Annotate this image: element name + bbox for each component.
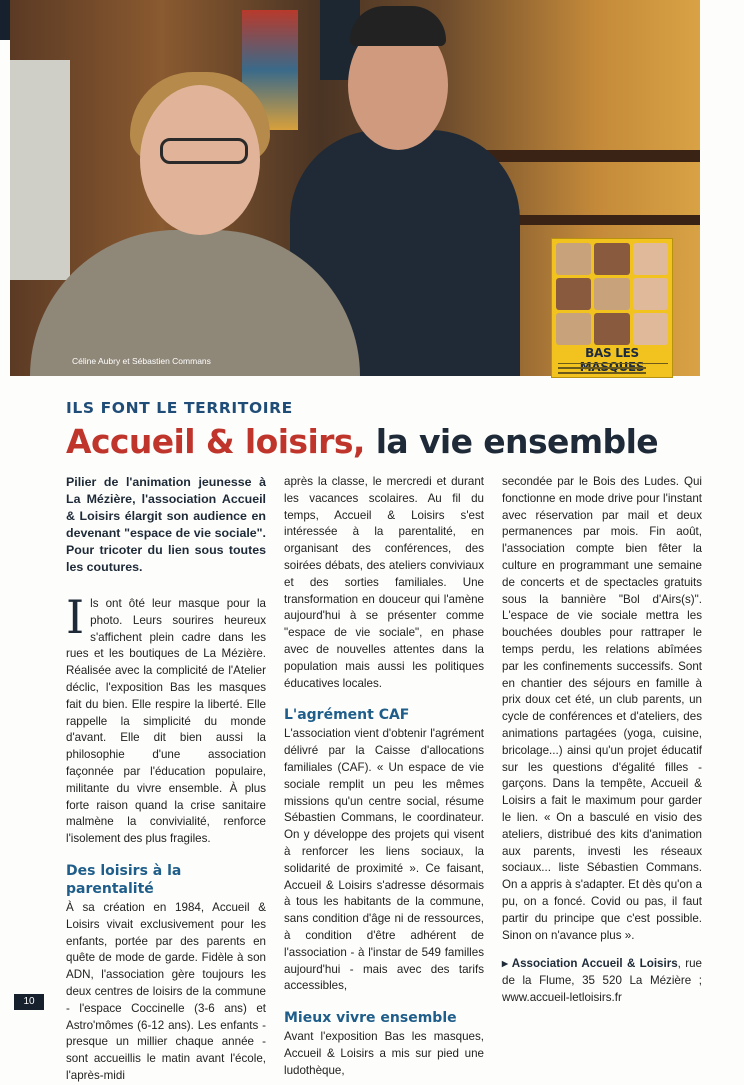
article-headline [66,422,658,461]
subheading-3: Mieux vivre ensemble [284,1010,457,1027]
paragraph-3: après la classe, le mercredi et durant les vacances scolaires. Au fil du temps, Accueil & Loisirs s'est intéressée à la parentalité, en organisant des conférences, des soirées débats, des ateliers conviviaux et des sorties familiales. Une transformation en douceur qui l'amène aujourd'hui à se présenter comme "espace de vie sociale", en phase avec de nouvelles attentes dans la population mais aussi les politiques éducatives locales. [284,475,484,690]
paragraph-6: secondée par le Bois des Ludes. Qui fonctionne en mode drive pour l'instant avec réservation par mail et deux permanences par mois. Fin août, l'association compte bien fêter la culture en programmant une semaine de concerts et de spectacles gratuits sous la bannière "Bol d'Airs(s)". L'espace de vie sociale mettra les bouchées doubles pour rattraper le temps perdu, les relations abîmées par les confinements successifs. Sont en chantier des séjours en famille à prix doux cet été, un club parents, un cycle de conférences et d'ateliers, des animations partagées (yoga, cuisine, bricolage...) ainsi qu'un projet éducatif sur les questions d'égalité filles - garçons. Dans la tempête, Accueil & Loisirs a fait le maximum pour garder le lien. « On a basculé en visio des ateliers, distribué des kits d'animation aux parents, investi les réseaux sociaux... liste Sébastien Commans. On a appris à s'adapter. Et dès qu'on a pu, on a foncé. Covid ou pas, il faut partir du principe que c'est possible. Sinon on n'avance plus ». [502,475,702,942]
paragraph-5: Avant l'exposition Bas les masques, Accueil & Loisirs a mis sur pied une ludothèque, [284,1030,484,1077]
paragraph-2: À sa création en 1984, Accueil & Loisirs vivait exclusivement pour les enfants, portée par des parents en quête de mode de garde. Fidèle à son ADN, l'association gère toujours les deux centres de loisirs de la commune - l'espace Coccinelle (3-6 ans) et Astro'mômes (6-12 ans). Les enfants - presque un millier chaque année - sont accueillis le matin avant l'école, l'après-midi [66,900,266,1082]
article-kicker: ILS FONT LE TERRITOIRE [66,399,293,417]
headline-red: Accueil & loisirs, [66,422,365,461]
association-info [502,956,702,1006]
paragraph-1-text: ls ont ôté leur masque pour la photo. Leurs sourires heureux s'affichent plein cadre dans les rues et les boutiques de La Mézière. Réalisée avec la complicité de l'Atelier déclic, l'exposition Bas les masques fait du bien. Elle respire la liberté. Elle rappelle la simplicité du monde d'avant. Elle dit bien aussi la philosophie d'une association façonnée par l'éducation populaire, militante du vivre ensemble. À plus forte raison quand la crise sanitaire malmène la convivialité, renforce l'isolement des plus fragiles. [66,597,266,846]
drop-cap: I [66,590,85,644]
column-1 [66,474,266,1085]
headline-dark: la vie ensemble [364,422,659,461]
paragraph-1 [66,590,266,848]
column-2 [284,474,484,1080]
poster-title: BAS LES [585,346,639,360]
page-number: 10 [14,994,44,1010]
paragraph-4: L'association vient d'obtenir l'agrément délivré par la Caisse d'allocations familiales (CAF). « Un espace de vie sociale remplit un peu les mêmes missions qu'un centre social, résume Sébastien Commans, le coordinateur. On y développe des projets qui visent à renforcer les liens sociaux, la solidarité de proximité ». Ce faisant, Accueil & Loisirs s'adresse désormais à tous les habitants de la commune, sans condition d'âge ni de ressources, à condition d'être adhérent de l'association - à l'instar de 549 familles aujourd'hui - mais avec des tarifs accessibles, [284,727,484,993]
association-name: ▸ Association Accueil & Loisirs [502,957,678,971]
subheading-2: L'agrément CAF [284,707,410,724]
exhibition-poster [551,238,673,378]
column-3 [502,474,702,1007]
subheading-1: Des loisirs à la parentalité [66,862,182,897]
article-chapo: Pilier de l'animation jeunesse à La Mézière, l'association Accueil & Loisirs élargit son audience en devenant "espace de vie sociale". Pour tricoter du lien sous toutes les coutures. [66,475,266,574]
association-address: , rue de la Flume, 35 520 La Mézière ; www.accueil-letloisirs.fr [502,957,702,1004]
photo-caption: Céline Aubry et Sébastien Commans [72,356,211,366]
